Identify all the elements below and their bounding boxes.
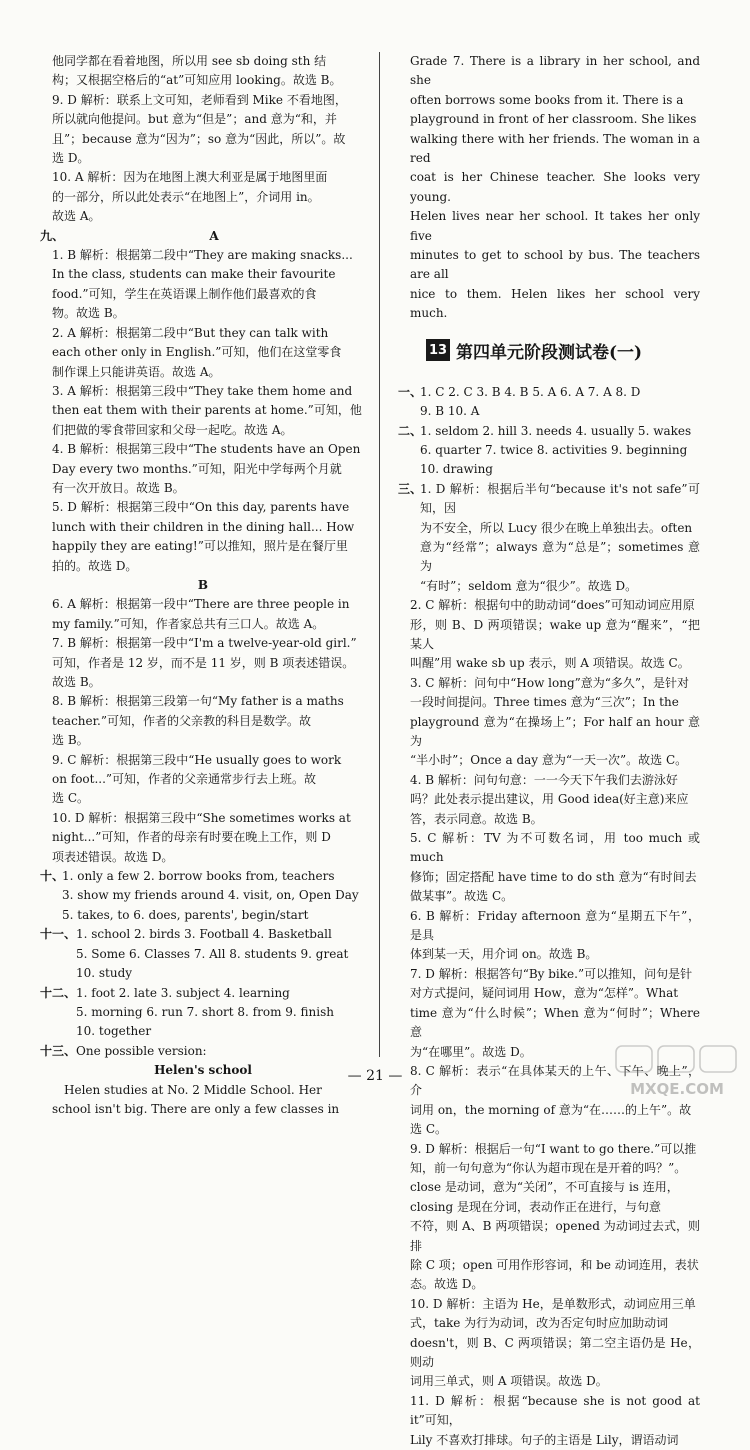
unit-number-badge: 13 <box>426 339 450 361</box>
essay-line: coat is her Chinese teacher. She looks very young. <box>410 170 700 204</box>
section-marker: 三、 <box>398 481 423 496</box>
text-line: night...”可知，作者的母亲有时要在晚上工作，则 D <box>52 830 331 845</box>
text-line: 10. A 解析：因为在地图上澳大利亚是属于地图里面 <box>52 170 328 185</box>
text-line: 选 B。 <box>52 733 89 748</box>
essay-line: Helen studies at No. 2 Middle School. Her <box>64 1082 322 1097</box>
text-line: 10. drawing <box>420 462 493 477</box>
text-line: 10. together <box>76 1024 152 1039</box>
text-line: playground 意为“在操场上”；For half an hour 意为 <box>410 714 700 748</box>
text-line: 故选 B。 <box>52 675 101 689</box>
text-line: 10. D 解析：主语为 He，是单数形式，动词应用三单 <box>410 1296 696 1311</box>
text-line: 选 C。 <box>52 791 89 806</box>
section-ten <box>40 867 366 925</box>
section-one <box>398 383 700 422</box>
text-line: 6. A 解析：根据第一段中“There are three people in <box>52 597 350 612</box>
text-line: 4. B 解析：问句句意：一一今天下午我们去游泳好 <box>410 772 678 787</box>
answer-a2 <box>40 324 366 382</box>
answer-r6 <box>398 907 700 965</box>
section-marker: 十三、 <box>40 1043 77 1058</box>
text-line: Lily 不喜欢打排球。句子的主语是 Lily，谓语动词 <box>410 1432 679 1447</box>
text-line: 做某事”。故选 C。 <box>410 889 514 904</box>
text-line: 一段时间提问。Three times 意为“三次”；In the <box>410 695 679 710</box>
text-line: lunch with their children in the dining hall... How <box>52 519 355 534</box>
essay-line: walking there with her friends. The woman in a red <box>410 131 700 166</box>
text-line: 故选 A。 <box>52 209 101 224</box>
text-line: One possible version: <box>76 1043 207 1058</box>
text-line: 不符，则 A、B 两项错误；opened 为动词过去式，则排 <box>410 1219 700 1253</box>
text-line: each other only in English.”可知，他们在这堂零食 <box>52 345 342 360</box>
text-line: happily they are eating!”可以推知，照片是在餐厅里 <box>52 539 348 554</box>
unit-title: 第四单元阶段测试卷(一) <box>456 342 643 363</box>
essay-title: Helen's school <box>154 1063 252 1078</box>
text-line: 1. school 2. birds 3. Football 4. Basketball <box>76 927 332 942</box>
text-line: 为不安全，所以 Lucy 很少在晚上单独出去。often <box>420 520 693 535</box>
unit-title-row <box>426 338 700 363</box>
text-line: In the class, students can make their favourite <box>52 267 336 282</box>
text-line: 的一部分，所以此处表示“在地图上”，介词用 in。 <box>52 189 320 204</box>
text-line: Day every two months.”可知，阳光中学每两个月就 <box>52 461 342 476</box>
text-line: 选 C。 <box>410 1122 447 1137</box>
text-line: 1. foot 2. late 3. subject 4. learning <box>76 985 290 1000</box>
text-line: 9. B 10. A <box>420 404 480 419</box>
text-line: doesn't，则 B、C 两项错误；第二空主语仍是 He，则动 <box>410 1335 700 1369</box>
text-line: 且”；because 意为“因为”；so 意为“因此，所以”。故 <box>52 131 346 146</box>
essay-line: Grade 7. There is a library in her school, and she <box>410 54 700 88</box>
text-line: 可知，作者是 12 岁，而不是 11 岁，则 B 项表述错误。 <box>52 655 355 670</box>
text-line: 11. D 解析：根据“because she is not good at it”可知， <box>410 1393 700 1428</box>
column-divider <box>379 52 380 1057</box>
text-line: 他同学都在看着地图，所以用 see sb doing sth 结 <box>52 54 327 68</box>
text-line: 构；又根据空格后的“at”可知应用 looking。故选 B。 <box>52 73 342 88</box>
answer-a5 <box>40 498 366 576</box>
text-line: 5. Some 6. Classes 7. All 8. students 9. great <box>76 946 349 961</box>
section-nine <box>40 227 366 246</box>
text-line: 形，则 B、D 两项错误；wake up 意为“醒来”，“把某人 <box>410 617 700 651</box>
text-line: 拍的。故选 D。 <box>52 558 138 573</box>
text-line: 物。故选 B。 <box>52 306 125 321</box>
text-line: teacher.”可知，作者的父亲教的科目是数学。故 <box>52 713 311 728</box>
text-line: 知，前一句句意为“你认为超市现在是开着的吗？”。 <box>410 1160 687 1175</box>
text-line: then eat them with their parents at home.”可知，他 <box>52 403 362 418</box>
text-line: 所以就向他提问。but 意为“但是”；and 意为“和，并 <box>52 112 337 127</box>
essay-line: often borrows some books from it. There is a <box>410 92 684 107</box>
answer-r9 <box>398 1140 700 1295</box>
answer-10 <box>40 168 366 226</box>
text-line: 叫醒”用 wake sb up 表示，则 A 项错误。故选 C。 <box>410 656 690 671</box>
text-line: 答，表示同意。故选 B。 <box>410 811 543 826</box>
answer-r4 <box>398 771 700 829</box>
text-line: 5. D 解析：根据第三段中“On this day, parents have <box>52 500 350 515</box>
text-line: my family.”可知，作者家总共有三口人。故选 A。 <box>52 616 325 631</box>
section-twelve <box>40 984 366 1042</box>
text-line: 体到某一天，用介词 on。故选 B。 <box>410 947 598 962</box>
text-line: “半小时”；Once a day 意为“一天一次”。故选 C。 <box>410 753 688 768</box>
answer-b7 <box>40 634 366 692</box>
answer-a3 <box>40 382 366 440</box>
answer-r10 <box>398 1295 700 1392</box>
essay-line: school isn't big. There are only a few classes in <box>52 1101 340 1116</box>
text-line: 项表述错误。故选 D。 <box>52 849 174 864</box>
section-three <box>398 480 700 596</box>
text-line: time 意为“什么时候”；When 意为“何时”；Where 意 <box>410 1005 700 1040</box>
answer-a1 <box>40 246 366 324</box>
section-marker: 二、 <box>398 423 423 438</box>
text-line: 意为“经常”；always 意为“总是”；sometimes 意为 <box>420 539 700 574</box>
right-column <box>398 52 700 1450</box>
essay-line: minutes to get to school by bus. The teachers are all <box>410 248 700 282</box>
text-line: 修饰；固定搭配 have time to do sth 意为“有时间去 <box>410 869 697 884</box>
text-line: 8. B 解析：根据第三段第一句“My father is a maths <box>52 694 344 709</box>
answer-r3 <box>398 674 700 771</box>
text-line: 除 C 项；open 可用作形容词，和 be 动词连用，表状 <box>410 1257 699 1272</box>
text-line: 7. B 解析：根据第一段中“I'm a twelve-year-old girl.” <box>52 636 357 651</box>
answer-b6 <box>40 595 366 634</box>
text-line: “有时”；seldom 意为“很少”。故选 D。 <box>420 578 638 593</box>
text-line: 10. D 解析：根据第三段中“She sometimes works at <box>52 810 351 825</box>
answer-r2 <box>398 596 700 674</box>
essay-continuation <box>398 52 700 324</box>
part-heading: B <box>197 577 209 592</box>
text-line: closing 是现在分词，表动作正在进行，与句意 <box>410 1199 662 1214</box>
text-line: 8. C 解析：表示“在具体某天的上午、下午、晚上”，介 <box>410 1063 700 1098</box>
text-line: 5. morning 6. run 7. short 8. from 9. finish <box>76 1004 334 1019</box>
section-marker: 一、 <box>398 384 423 399</box>
text-line: 2. C 解析：根据句中的助动词“does”可知动词应用原 <box>410 598 695 613</box>
text-line: 们把做的零食带回家和父母一起吃。故选 A。 <box>52 422 293 437</box>
text-line: on foot...”可知，作者的父亲通常步行去上班。故 <box>52 772 317 787</box>
text-line: 4. B 解析：根据第三段中“The students have an Open <box>52 442 361 457</box>
answer-9 <box>40 91 366 169</box>
section-thirteen <box>40 1042 366 1061</box>
answer-r11 <box>398 1392 700 1450</box>
part-heading: A <box>209 228 219 243</box>
text-line: 3. show my friends around 4. visit, on, Open Day <box>62 888 359 903</box>
left-column <box>40 52 366 1119</box>
page-number: — 21 — <box>347 1068 403 1084</box>
essay-line: Helen lives near her school. It takes her only five <box>410 209 700 243</box>
text-line: 式，take 为行为动词，改为否定句时应加助动词 <box>410 1316 669 1331</box>
text-line: 1. only a few 2. borrow books from, teachers <box>62 869 335 884</box>
text-line: 2. A 解析：根据第二段中“But they can talk with <box>52 325 329 340</box>
text-line: food.”可知，学生在英语课上制作他们最喜欢的食 <box>52 286 317 301</box>
text-line: 词用三单式，则 A 项错误。故选 D。 <box>410 1374 608 1389</box>
text-line: 9. D 解析：根据后一句“I want to go there.”可以推 <box>410 1141 697 1156</box>
text-line: 1. B 解析：根据第二段中“They are making snacks... <box>52 248 353 263</box>
text-line: 1. C 2. C 3. B 4. B 5. A 6. A 7. A 8. D <box>420 384 641 399</box>
text-line: 词用 on，the morning of 意为“在……的上午”。故 <box>410 1102 692 1117</box>
answer-b10 <box>40 809 366 867</box>
text-line: 为“在哪里”。故选 D。 <box>410 1044 532 1059</box>
section-eleven <box>40 925 366 983</box>
text-line: 有一次开放日。故选 B。 <box>52 480 185 495</box>
section-marker: 十一、 <box>40 927 77 942</box>
text-line: 9. D 解析：联系上文可知，老师看到 Mike 不看地图， <box>52 92 347 107</box>
text-line: 7. D 解析：根据答句“By bike.”可以推知，问句是针 <box>410 966 693 981</box>
text-line: 对方式提问，疑问词用 How，意为“怎样”。What <box>410 986 679 1001</box>
text-line: 5. takes, to 6. does, parents', begin/start <box>62 907 309 922</box>
essay-line: nice to them. Helen likes her school very much. <box>410 286 700 321</box>
text-line: 3. A 解析：根据第三段中“They take them home and <box>52 383 353 398</box>
text-line: 9. C 解析：根据第三段中“He usually goes to work <box>52 752 342 767</box>
text-line: 选 D。 <box>52 151 90 166</box>
answer-r5 <box>398 829 700 907</box>
section-marker: 九、 <box>40 228 65 243</box>
text-line: 10. study <box>76 966 133 981</box>
essay-line: playground in front of her classroom. She likes <box>410 112 697 127</box>
watermark-logo <box>612 1042 742 1100</box>
answer-a4 <box>40 440 366 498</box>
text-line: 3. C 解析：问句中“How long”意为“多久”，是针对 <box>410 675 690 690</box>
text-line: 制作课上只能讲英语。故选 A。 <box>52 364 221 379</box>
text-line: 1. seldom 2. hill 3. needs 4. usually 5. wakes <box>420 423 692 438</box>
section-marker: 十、 <box>40 869 65 884</box>
section-two <box>398 422 700 480</box>
answer-b8 <box>40 692 366 750</box>
text-line: close 是动词，意为“关闭”，不可直接与 is 连用， <box>410 1180 679 1195</box>
answer-b9 <box>40 751 366 809</box>
text-line: 吗？此处表示提出建议，用 Good idea(好主意)来应 <box>410 792 689 807</box>
svg-text:MXQE.COM: MXQE.COM <box>630 1080 724 1098</box>
text-line: 6. B 解析：Friday afternoon 意为“星期五下午”，是具 <box>410 908 700 943</box>
text-line: 1. D 解析：根据后半句“because it's not safe”可知，因 <box>420 481 700 516</box>
text-line: 5. C 解析：TV 为不可数名词，用 too much 或 much <box>410 831 700 865</box>
section-marker: 十二、 <box>40 985 77 1000</box>
text-line: 6. quarter 7. twice 8. activities 9. beginning <box>420 442 688 457</box>
text-line: 态。故选 D。 <box>410 1277 484 1292</box>
